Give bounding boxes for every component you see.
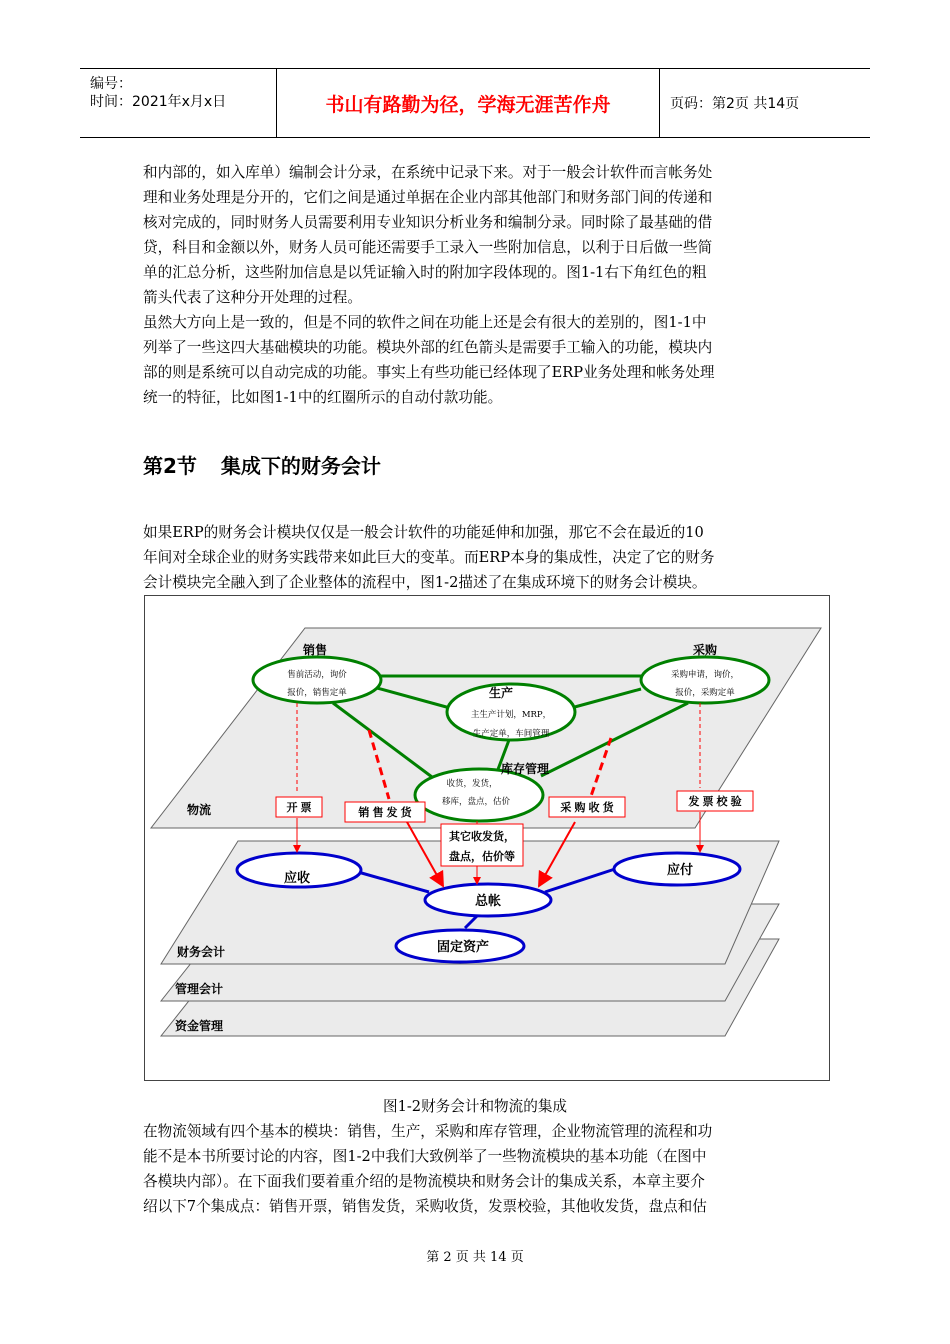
figure-caption: 图1-2财务会计和物流的集成	[382, 1098, 568, 1115]
header-page-label: 页码：第2页 共14页	[670, 96, 800, 112]
other-moves-label-line-2: 盘点，估价等	[449, 851, 515, 863]
inventory-module-title: 库存管理	[500, 762, 550, 776]
management-accounting-plane-label: 管理会计	[175, 982, 224, 996]
invoice-verification-label: 发 票 校 验	[688, 796, 742, 808]
text-line: 核对完成的，同时财务人员需要利用专业知识分析业务和编制分录。同时除了最基础的借	[143, 214, 713, 231]
text-line: 绍以下7个集成点：销售开票，销售发货，采购收货，发票校验，其他收发货，盘点和估	[143, 1198, 707, 1215]
fixed-assets-label: 固定资产	[436, 939, 490, 954]
payable-label: 应付	[666, 862, 694, 877]
production-function-line-2: 生产定单，车间管理	[472, 729, 550, 739]
sales-module-title: 销售	[302, 643, 328, 657]
text-line: 如果ERP的财务会计模块仅仅是一般会计软件的功能延伸和加强，那它不会在最近的10	[143, 524, 704, 541]
text-line: 部的则是系统可以自动完成的功能。事实上有些功能已经体现了ERP业务处理和帐务处理	[143, 364, 715, 381]
paragraph-4	[143, 1119, 813, 1219]
text-line: 会计模块完全融入到了企业整体的流程中，图1-2描述了在集成环境下的财务会计模块。	[143, 574, 707, 591]
page-footer: 第 2 页 共 14 页	[426, 1250, 524, 1265]
section-title: 集成下的财务会计	[220, 454, 381, 478]
production-function-line-1: 主生产计划，MRP，	[470, 710, 552, 720]
page-header	[80, 68, 870, 138]
document-number-label: 编号：	[90, 76, 132, 92]
production-module-title: 生产	[488, 686, 514, 700]
text-line: 贷，科目和金额以外，财务人员可能还需要手工录入一些附加信息，以利于日后做一些简	[143, 239, 713, 256]
finance-plane-label: 财务会计	[177, 945, 226, 959]
sales-delivery-label: 销 售 发 货	[358, 807, 412, 819]
text-line: 统一的特征，比如图1-1中的红圈所示的自动付款功能。	[143, 389, 503, 406]
text-line: 年间对全球企业的财务实践带来如此巨大的变革。而ERP本身的集成性，决定了它的财务	[143, 549, 715, 566]
purchase-function-line-1: 采购申请，询价，	[670, 670, 740, 680]
text-line: 单的汇总分析，这些附加信息是以凭证输入时的附加字段体现的。图1-1右下角红色的粗	[143, 264, 707, 281]
general-ledger-label: 总帐	[474, 893, 502, 908]
inventory-module	[415, 769, 543, 821]
treasury-plane-label: 资金管理	[175, 1019, 224, 1033]
paragraph-1	[143, 160, 813, 310]
inventory-function-line-1: 收货，发货，	[446, 779, 498, 789]
text-line: 箭头代表了这种分开处理的过程。	[143, 289, 362, 306]
purchase-receipt-label: 采 购 收 货	[560, 802, 614, 814]
text-line: 列举了一些这四大基础模块的功能。模块外部的红色箭头是需要手工输入的功能，模块内	[143, 339, 713, 356]
sales-function-line-2: 报价，销售定单	[287, 688, 347, 698]
header-meta-cell	[80, 69, 277, 137]
integration-diagram-svg	[145, 596, 831, 1082]
text-line: 和内部的，如入库单）编制会计分录，在系统中记录下来。对于一般会计软件而言帐务处	[143, 164, 713, 181]
inventory-function-line-2: 移库，盘点，估价	[441, 797, 511, 807]
purchase-module-title: 采购	[692, 643, 718, 657]
sales-function-line-1: 售前活动，询价	[287, 670, 347, 680]
text-line: 在物流领域有四个基本的模块：销售，生产，采购和库存管理，企业物流管理的流程和功	[143, 1123, 713, 1140]
document-date-label: 时间：2021年x月x日	[90, 94, 227, 110]
text-line: 能不是本书所要讨论的内容，图1-2中我们大致例举了一些物流模块的基本功能（在图中	[143, 1148, 707, 1165]
header-motto: 书山有路勤为径，学海无涯苦作舟	[277, 69, 660, 137]
receivable-label: 应收	[283, 870, 311, 885]
paragraph-2	[143, 310, 813, 410]
integration-diagram	[144, 595, 830, 1081]
text-line: 理和业务处理是分开的，它们之间是通过单据在企业内部其他部门和财务部门间的传递和	[143, 189, 713, 206]
other-moves-label-line-1: 其它收发货，	[449, 831, 515, 843]
text-line: 各模块内部）。在下面我们要着重介绍的是物流模块和财务会计的集成关系，本章主要介	[143, 1173, 705, 1190]
paragraph-3	[143, 520, 813, 595]
logistics-plane-label: 物流	[187, 803, 212, 817]
section-heading	[143, 450, 381, 479]
text-line: 虽然大方向上是一致的，但是不同的软件之间在功能上还是会有很大的差别的，图1-1中	[143, 314, 707, 331]
purchase-function-line-2: 报价，采购定单	[675, 688, 735, 698]
section-number: 第2节	[143, 454, 197, 478]
invoicing-label: 开 票	[286, 802, 312, 814]
